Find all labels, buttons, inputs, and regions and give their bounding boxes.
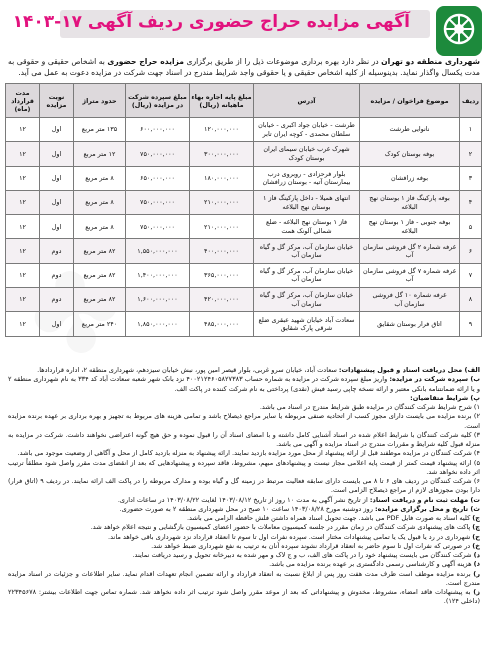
cell-area: ۸ متر مربع xyxy=(74,215,126,239)
cell-row-number: ۸ xyxy=(460,288,482,312)
cell-row-number: ۹ xyxy=(460,312,482,336)
cell-address: خیابان سازمان آب، مرکز گل و گیاه سازمان آب xyxy=(254,288,360,312)
cell-row-number: ۶ xyxy=(460,239,482,263)
condition-text: سعادت آباد، خیابان سرو غربی، بلوار قیصر امین پور، نبش خیابان سیزدهم، شهرداری منطقه ۲، اداره قراردادها. xyxy=(37,366,339,374)
cell-area: ۸۲ متر مربع xyxy=(74,239,126,263)
condition-heading: ز) xyxy=(473,588,480,596)
cell-deposit: ۶۰۰,۰۰۰,۰۰۰ xyxy=(126,118,190,142)
cell-address: شهرک غرب خیابان سیمای ایران بوستان کودک xyxy=(254,142,360,166)
cell-deposit: ۱,۶۰۰,۰۰۰,۰۰۰ xyxy=(126,288,190,312)
condition-text: برنده مزایده موظف است ظرف مدت هفت روز پس از ابلاغ نسبت به انعقاد قرارداد و ارائه تضمین انجام تعهدات اقدام نماید. سایر اطلاعات و جزئیات در اسناد مزایده مندرج است. xyxy=(8,569,480,587)
cell-round: اول xyxy=(40,190,74,214)
cell-address: بلوار فرحزادی - روبروی درب بیمارستان آتیه - بوستان زرافشان xyxy=(254,166,360,190)
table-row xyxy=(6,263,482,287)
table-row xyxy=(6,239,482,263)
condition-heading: چ) xyxy=(472,523,480,532)
condition-text: پاکت های پیشنهادی شرکت کنندگان در زمان مقرر در جلسه کمیسیون معاملات با حضور اعضای کمیسیون بازگشایی و نتیجه اعلام خواهد شد. xyxy=(90,523,473,532)
cell-area: ۱۳۵ متر مربع xyxy=(74,118,126,142)
cell-address: فاز ۱ بوستان نهج البلاغه - ضلع شمالی آلونک همت xyxy=(254,215,360,239)
cell-deposit: ۷۵۰,۰۰۰,۰۰۰ xyxy=(126,215,190,239)
table-row xyxy=(6,142,482,166)
intro-text-2: به اشخاص حقیقی و حقوقی به مدت یکسال واگذار نماید. بدینوسیله از کلیه اشخاص حقیقی و یا حقوقی واجد شرایط مندرج در اسناد جهت شرکت در مزایده دعوت به عمل می آید. xyxy=(8,57,480,78)
cell-area: ۱۲ متر مربع xyxy=(74,142,126,166)
cell-deposit: ۷۵۰,۰۰۰,۰۰۰ xyxy=(126,142,190,166)
table-row xyxy=(6,118,482,142)
cell-round: دوم xyxy=(40,288,74,312)
table-row xyxy=(6,288,482,312)
cell-deposit: ۷۵۰,۰۰۰,۰۰۰ xyxy=(126,190,190,214)
intro-org: شهرداری منطقه دو تهران xyxy=(381,57,480,66)
condition-heading: ر) xyxy=(473,569,480,578)
table-row xyxy=(6,312,482,336)
cell-row-number: ۳ xyxy=(460,166,482,190)
cell-deposit: ۶۵۰,۰۰۰,۰۰۰ xyxy=(126,166,190,190)
col-header-round: نوبت مزایده xyxy=(40,84,74,118)
condition-line xyxy=(8,542,480,551)
intro-paragraph xyxy=(8,56,480,78)
cell-address: خیابان سازمان آب، مرکز گل و گیاه سازمان آب xyxy=(254,239,360,263)
col-header-row-number: ردیف xyxy=(460,84,482,118)
cell-rent: ۲۱۰,۰۰۰,۰۰۰ xyxy=(190,215,254,239)
cell-rent: ۴۸۵,۰۰۰,۰۰۰ xyxy=(190,312,254,336)
cell-months: ۱۲ xyxy=(6,190,40,214)
condition-line xyxy=(8,459,480,478)
col-header-deposit: مبلغ سپرده شرکت در مزایده (ریال) xyxy=(126,84,190,118)
cell-round: دوم xyxy=(40,239,74,263)
condition-line xyxy=(8,551,480,560)
cell-months: ۱۲ xyxy=(6,166,40,190)
cell-deposit: ۱,۸۵۰,۰۰۰,۰۰۰ xyxy=(126,312,190,336)
cell-subject: بوفه جنوبی - فاز ۱ بوستان نهج البلاغه xyxy=(360,215,460,239)
cell-area: ۸ متر مربع xyxy=(74,166,126,190)
auction-items-table xyxy=(5,83,482,337)
condition-line xyxy=(8,523,480,532)
condition-line xyxy=(8,514,480,523)
cell-row-number: ۱ xyxy=(460,118,482,142)
condition-text: روز دوشنبه مورخ ۱۴۰۳/۰۸/۲۸ ساعت ۱۰ صبح در محل شهرداری منطقه ۲ به صورت حضوری. xyxy=(119,504,375,513)
condition-line xyxy=(8,560,480,569)
condition-line xyxy=(8,449,480,458)
cell-rent: ۴۰۰,۰۰۰,۰۰۰ xyxy=(190,239,254,263)
cell-round: اول xyxy=(40,215,74,239)
cell-subject: غرفه شماره ۱۰ گل فروشی سازمان آب xyxy=(360,288,460,312)
cell-months: ۱۲ xyxy=(6,312,40,336)
cell-rent: ۱۸۰,۰۰۰,۰۰۰ xyxy=(190,166,254,190)
condition-text: کلیه اسناد به صورت فایل PDF می باشد. جهت تحویل اسناد همراه داشتن فلش حافظه الزامی می باشد. xyxy=(186,514,473,522)
condition-text: واریز مبلغ سپرده شرکت در مزایده به شماره حساب ۴۰۰۲۱۲۴۶۰۵۸۲۷۳۸۳ نزد بانک شهر شعبه سعادت آباد کد ۳۳۴ به نام شهرداری منطقه ۲ و یا ارائه ضمانتنامه بانکی معتبر و ارائه نسخه چاپی رسید فیش (نقدی) پرداختی به نام شرکت کننده در پاکت الف. xyxy=(8,375,480,393)
cell-row-number: ۷ xyxy=(460,263,482,287)
cell-months: ۱۲ xyxy=(6,263,40,287)
condition-line xyxy=(8,394,480,403)
cell-address: خیابان سازمان آب، مرکز گل و گیاه سازمان آب xyxy=(254,263,360,287)
condition-text: به پیشنهادات فاقد امضاء، مشروط، مخدوش و پیشنهاداتی که بعد از موعد مقرر واصل شود ترتیب اثر داده نخواهد شد. شماره تماس جهت اطلاعات بیشتر: ۲۲۳۴۵۶۷۸ (داخلی ۱۲۴). xyxy=(8,588,480,606)
col-header-subject: موضوع فراخوان / مزایده xyxy=(360,84,460,118)
condition-heading: ت) مهلت ثبت نام و دریافت اسناد: xyxy=(369,495,480,504)
condition-line xyxy=(8,403,480,412)
cell-row-number: ۲ xyxy=(460,142,482,166)
condition-line xyxy=(8,366,480,375)
condition-line xyxy=(8,412,480,431)
cell-area: ۸ متر مربع xyxy=(74,190,126,214)
condition-text: ۳) کلیه شرکت کنندگان با شرایط اعلام شده در اسناد آشنایی کامل داشته و با امضای اسناد آن را قبول نموده و حق هیچ گونه اعتراضی نخواهند داشت. شرکت در مزایده به منزله قبول کلیه شرایط و مقررات مندرج در اسناد مزایده و آگهی می باشد. xyxy=(8,430,480,448)
condition-text: ۵) ارائه پیشنهاد قیمت کمتر از قیمت پایه اعلامی مجاز نیست و پیشنهادهای مبهم، مشروط، فاقد سپرده و پیشنهادهایی که بعد از انقضای مدت مقرر واصل شود مطلقاً ترتیب اثر داده نخواهد شد. xyxy=(8,458,480,476)
cell-rent: ۱۲۰,۰۰۰,۰۰۰ xyxy=(190,118,254,142)
condition-heading: پ) شرایط متقاضیان: xyxy=(410,393,480,402)
condition-line xyxy=(8,477,480,496)
cell-address: انتهای همیلا - داخل پارکینگ فاز ۱ بوستان نهج البلاغه xyxy=(254,190,360,214)
cell-round: اول xyxy=(40,118,74,142)
condition-line xyxy=(8,431,480,450)
cell-subject: نانوایی طرشت xyxy=(360,118,460,142)
cell-subject: غرفه شماره ۲ گل فروشی سازمان آب xyxy=(360,239,460,263)
condition-heading: ب) سپرده شرکت در مزایده: xyxy=(389,375,480,384)
cell-address: طرشت - خیابان جواد اکبری - خیابان سلطان محمدی - کوچه ایران تابر xyxy=(254,118,360,142)
cell-area: ۲۴۰ متر مربع xyxy=(74,312,126,336)
cell-subject: اتاق فرار بوستان شقایق xyxy=(360,312,460,336)
table-header-row xyxy=(6,84,482,118)
notice-title: آگهی مزایده حراج حضوری ردیف آگهی ۱۷-۱۴۰۳ xyxy=(12,12,410,32)
condition-line xyxy=(8,533,480,542)
cell-months: ۱۲ xyxy=(6,118,40,142)
cell-rent: ۳۰۰,۰۰۰,۰۰۰ xyxy=(190,142,254,166)
cell-subject: بوفه بوستان کودک xyxy=(360,142,460,166)
cell-months: ۱۲ xyxy=(6,288,40,312)
condition-text: ۶) شرکت کنندگان در ردیف های ۶ تا ۸ می بایست دارای سابقه فعالیت مرتبط در زمینه گل و گیاه بوده و مدارک مربوطه را در پاکت الف ارائه نمایند. در ردیف ۹ (اتاق فرار) دارا بودن مجوزهای لازم از مراجع ذیصلاح الزامی است. xyxy=(8,477,480,495)
cell-round: اول xyxy=(40,142,74,166)
table-row xyxy=(6,215,482,239)
condition-text: از تاریخ نشر آگهی به مدت ۱۰ روز از تاریخ ۱۴۰۳/۰۸/۱۲ لغایت ۱۴۰۳/۰۸/۲۲ در ساعات اداری. xyxy=(117,495,370,504)
condition-text: شرکت کنندگان می بایست پیشنهاد خود را در پاکت های الف، ب و ج لاک و مهر شده به دبیرخانه تحویل و رسید دریافت نمایند. xyxy=(132,551,474,559)
col-header-address: آدرس xyxy=(254,84,360,118)
cell-deposit: ۱,۵۵۰,۰۰۰,۰۰۰ xyxy=(126,239,190,263)
cell-area: ۸۲ متر مربع xyxy=(74,288,126,312)
notice-header xyxy=(0,2,488,44)
condition-text: ۲) برنده مزایده می بایست دارای مجوز کسب از اتحادیه صنفی مربوطه یا سایر مراجع ذیصلاح باشد و تمامی هزینه های مربوط به تجهیز و بهره برداری بر عهده برنده مزایده است. xyxy=(8,412,480,430)
condition-heading: خ) xyxy=(472,541,480,550)
condition-heading: ج) xyxy=(472,514,480,522)
conditions-section xyxy=(8,366,480,607)
col-header-months: مدت قرارداد (ماه) xyxy=(6,84,40,118)
condition-line xyxy=(8,375,480,394)
municipality-logo-icon xyxy=(434,4,484,58)
condition-heading: ح) xyxy=(472,532,480,541)
condition-line xyxy=(8,570,480,589)
cell-months: ۱۲ xyxy=(6,142,40,166)
col-header-area: حدود متراژ xyxy=(74,84,126,118)
condition-text: ۴) شرکت کنندگان در مزایده موظفند قبل از ارائه پیشنهاد از محل مورد مزایده بازدید نمایند. ارائه پیشنهاد به منزله بازدید کامل از محل و آگاهی از وضعیت موجود می باشد. xyxy=(17,449,480,458)
cell-rent: ۲۱۰,۰۰۰,۰۰۰ xyxy=(190,190,254,214)
condition-line xyxy=(8,588,480,607)
cell-months: ۱۲ xyxy=(6,215,40,239)
cell-round: اول xyxy=(40,166,74,190)
cell-address: سعادت آباد خیابان شهید عبقری ضلع شرقی پارک شقایق xyxy=(254,312,360,336)
condition-line xyxy=(8,496,480,505)
cell-rent: ۳۶۵,۰۰۰,۰۰۰ xyxy=(190,263,254,287)
cell-rent: ۴۲۰,۰۰۰,۰۰۰ xyxy=(190,288,254,312)
condition-heading: الف) محل دریافت اسناد و قبول پیشنهادات: xyxy=(338,366,480,374)
cell-subject: غرفه شماره ۷ گل فروشی سازمان آب xyxy=(360,263,460,287)
cell-round: اول xyxy=(40,312,74,336)
intro-text: در نظر دارد بهره برداری موضوعات ذیل را از طریق برگزاری xyxy=(183,57,382,66)
cell-row-number: ۵ xyxy=(460,215,482,239)
cell-deposit: ۱,۴۰۰,۰۰۰,۰۰۰ xyxy=(126,263,190,287)
cell-subject: بوفه زرافشان xyxy=(360,166,460,190)
condition-text: هزینه آگهی و کارشناسی رسمی دادگستری بر عهده برنده مزایده می باشد. xyxy=(269,560,474,569)
intro-auction-type: مزایده حراج حضوری xyxy=(107,57,184,66)
condition-heading: ث) تاریخ و محل برگزاری مزایده: xyxy=(374,504,480,513)
cell-months: ۱۲ xyxy=(6,239,40,263)
cell-round: دوم xyxy=(40,263,74,287)
condition-text: شهرداری در رد یا قبول یک یا تمامی پیشنهادات مختار است. سپرده نفرات اول تا سوم تا انعقاد قرارداد نزد شهرداری باقی خواهد ماند. xyxy=(108,532,473,541)
condition-line xyxy=(8,505,480,514)
condition-text: ۱) شرح شرایط شرکت کنندگان در مزایده طبق شرایط مندرج در اسناد می باشد. xyxy=(259,403,480,411)
cell-area: ۸۲ متر مربع xyxy=(74,263,126,287)
condition-text: در صورتی که نفرات اول تا سوم حاضر به انعقاد قرارداد نشوند سپرده آنان به ترتیب به نفع شهرداری ضبط خواهد شد. xyxy=(151,541,473,550)
table-row xyxy=(6,190,482,214)
col-header-rent: مبلغ پایه اجاره بهاء ماهیانه (ریال) xyxy=(190,84,254,118)
cell-row-number: ۴ xyxy=(460,190,482,214)
condition-heading: د) xyxy=(473,551,480,559)
table-row xyxy=(6,166,482,190)
cell-subject: بوفه پارکینگ فاز ۱ بوستان نهج البلاغه xyxy=(360,190,460,214)
condition-heading: ذ) xyxy=(473,560,480,569)
